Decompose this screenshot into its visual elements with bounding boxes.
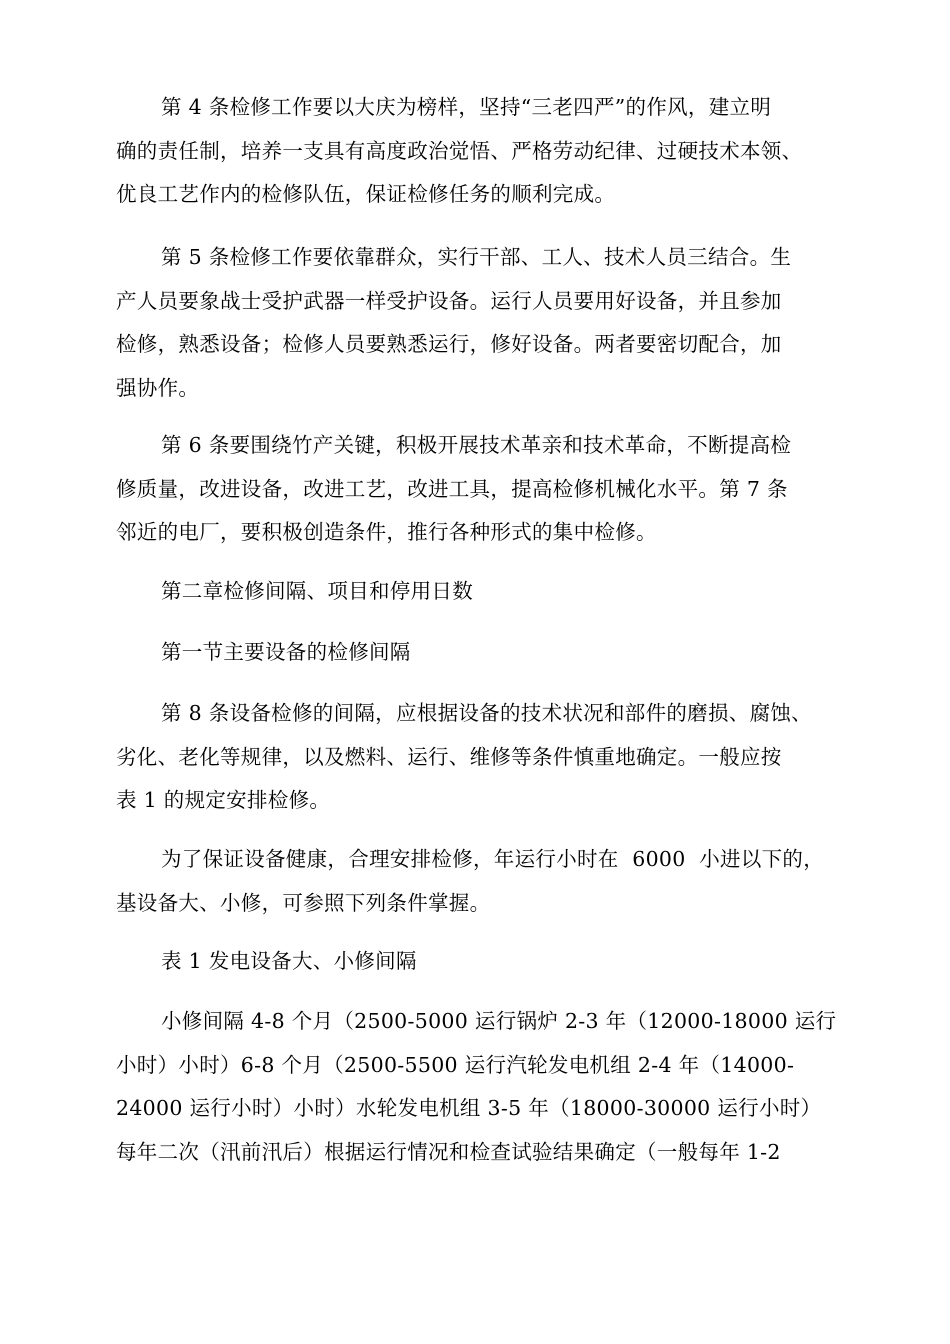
article-5-line-3: 检修，熟悉设备；检修人员要熟悉运行，修好设备。两者要密切配合，加 [116, 332, 782, 356]
operating-hours-line-2: 基设备大、小修，可参照下列条件掌握。 [116, 890, 491, 915]
section-1-title: 第一节主要设备的检修间隔 [161, 640, 411, 664]
article-4-line-3: 优良工艺作内的检修队伍，保证检修任务的顺利完成。 [116, 182, 616, 206]
article-4-paragraph [116, 86, 836, 217]
article-5-line-1: 第 5 条检修工作要依靠群众，实行干部、工人、技术人员三结合。生 [161, 245, 792, 269]
article-5-line-4: 强协作。 [116, 375, 200, 400]
article-6-paragraph [116, 424, 836, 555]
section-1-heading [116, 631, 836, 675]
table-1-line-4: 每年二次（汛前汛后）根据运行情况和检查试验结果确定（一般每年 1-2 [116, 1139, 781, 1164]
table-1-heading [116, 940, 836, 984]
article-5-line-2: 产人员要象战士受护武器一样受护设备。运行人员要用好设备，并且参加 [116, 288, 782, 313]
operating-hours-paragraph [116, 838, 836, 925]
article-8-line-3: 表 1 的规定安排检修。 [116, 788, 331, 812]
article-8-paragraph [116, 692, 836, 823]
table-1-line-2: 小时）小时）6-8 个月（2500-5500 运行汽轮发电机组 2-4 年（14000- [116, 1052, 795, 1077]
article-6-line-2: 修质量，改进设备，改进工艺，改进工具，提高检修机械化水平。第 7 条 [116, 476, 788, 501]
table-1-title: 表 1 发电设备大、小修间隔 [161, 949, 417, 973]
article-8-line-2: 劣化、老化等规律，以及燃料、运行、维修等条件慎重地确定。一般应按 [116, 744, 782, 769]
operating-hours-line-1: 为了保证设备健康，合理安排检修，年运行小时在 6000 小进以下的， [161, 847, 825, 871]
chapter-2-heading [116, 570, 836, 614]
table-1-line-3: 24000 运行小时）小时）水轮发电机组 3-5 年（18000-30000 运行小时） [116, 1096, 822, 1120]
article-6-line-1: 第 6 条要围绕竹产关键，积极开展技术革亲和技术革命，不断提高检 [161, 433, 792, 457]
article-4-line-2: 确的责任制，培养一支具有高度政治觉悟、严格劳动纪律、过硬技术本领、 [116, 138, 803, 163]
table-1-content [116, 1000, 836, 1174]
article-6-line-3: 邻近的电厂，要积极创造条件，推行各种形式的集中检修。 [116, 520, 657, 544]
article-4-line-1: 第 4 条检修工作要以大庆为榜样，坚持“三老四严”的作风，建立明 [161, 95, 772, 119]
article-5-paragraph [116, 236, 836, 410]
article-8-line-1: 第 8 条设备检修的间隔，应根据设备的技术状况和部件的磨损、腐蚀、 [161, 701, 812, 725]
table-1-line-1: 小修间隔 4-8 个月（2500-5000 运行锅炉 2-3 年（12000-18000 运行 [161, 1009, 837, 1033]
chapter-2-title: 第二章检修间隔、项目和停用日数 [161, 579, 473, 603]
